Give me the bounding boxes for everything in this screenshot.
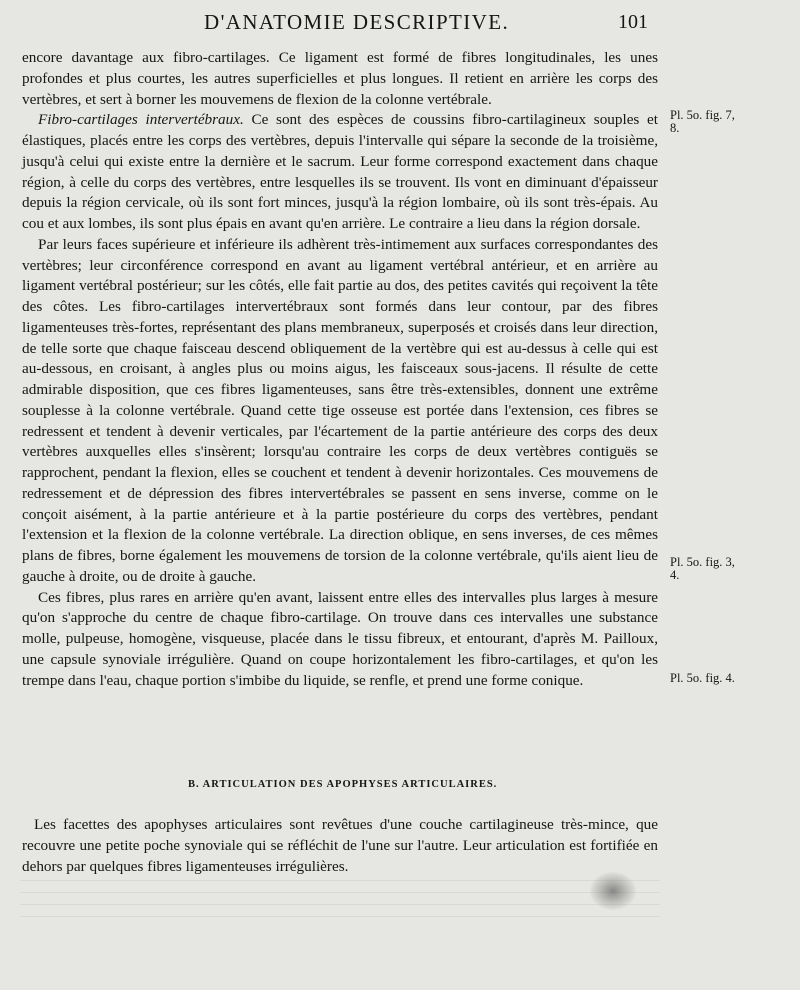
paragraph-fibro-cartilages bbox=[22, 110, 658, 235]
margin-note-plate-1: Pl. 5o. fig. 7, 8. bbox=[670, 108, 735, 135]
paragraph-fibres-intervals: Ces fibres, plus rares en arrière qu'en avant, laissent entre elles des intervalles plus larges à mesure qu'on s'approche du centre de chaque fibro-cartilage. On trouve dans ces intervalles une substance molle, pulpeuse, homogène, visqueuse, placée dans le tissu fibreux, et entourant, d'après M. Pailloux, une capsule synoviale irrégulière. Quand on coupe horizontalement les fibro-cartilages, et qu'on les trempe dans l'eau, chaque portion s'imbibe du liquide, se renfle, et prend une forme conique. bbox=[22, 588, 658, 689]
paragraph-fibro-cartilages-text: Ce sont des espèces de coussins fibro-cartilagineux souples et élastiques, placés entre les corps des vertèbres, depuis l'intervalle qui sépare la seconde de la troisième, jusqu'à celui qui existe entre la dernière et le sacrum. Leur forme correspond exactement dans chaque région, à celle du corps des vertèbres, entre lesquelles ils se trouvent. Ils vont en diminuant d'épaisseur depuis la région cervicale, où ils sont fort minces, jusqu'à la région lombaire, où ils sont très-épais. Au cou et aux lombes, ils sont plus épais en avant qu'en arrière. Le contraire a lieu dans la région dorsale. bbox=[22, 111, 658, 232]
section-heading: B. ARTICULATION DES APOPHYSES ARTICULAIRES. bbox=[188, 779, 498, 790]
paragraph-faces-adhesion: Par leurs faces supérieure et inférieure ils adhèrent très-intimement aux surfaces correspondantes des vertèbres; leur circonférence correspond en avant au ligament vertébral antérieur, et en arrière au ligament vertébral postérieur; sur les côtés, elle fait partie au dos, des petites cavités qui reçoivent la tête des côtes. Les fibro-cartilages intervertébraux sont formés dans leur contour, par des fibres ligamenteuses très-fortes, représentant des plans membraneux, superposés et croisés dans leur direction, de telle sorte que chaque faisceau descend obliquement de la vertèbre qui est au-dessus à celle qui est au-dessous, en croisant, à angles plus ou moins aigus, les faisceaux sous-jacens. Il résulte de cette admirable disposition, que ces fibres ligamenteuses, sans être très-extensibles, donnent une extrême souplesse à la colonne vertébrale. Quand cette tige osseuse est portée dans l'extension, ces fibres se redressent et tendent à devenir verticales, par l'écartement de la partie antérieure des corps des deux vertèbres auxquelles elles s'insèrent; lorsqu'au contraire les corps de deux vertèbres contiguës se rapprochent, pendant la flexion, elles se couchent et tendent à devenir horizontales. Ces mouvemens de redressement et de dépression des fibres intervertébrales se passent en sens inverse, comme on le conçoit aisément, à la partie antérieure et à la partie postérieure du corps des vertèbres, pendant l'extension et la flexion de la colonne vertébrale. La direction oblique, en sens inverses, de ces mêmes plans de fibres, borne également les mouvemens de torsion de la colonne vertébrale, qu'ils aient lieu de gauche à droite, ou de droite à gauche. bbox=[22, 235, 658, 585]
main-text bbox=[22, 48, 658, 691]
section-text bbox=[22, 815, 658, 877]
paragraph-articular-facets: Les facettes des apophyses articulaires sont revêtues d'une couche cartilagineuse très-mince, que recouvre une petite poche synoviale qui se réfléchit de l'une sur l'autre. Leur articulation est fortifiée en dehors par quelques fibres ligamenteuses irrégulières. bbox=[22, 816, 658, 875]
margin-note-plate-3: Pl. 5o. fig. 4. bbox=[670, 671, 735, 685]
paragraph-ligament-end: encore davantage aux fibro-cartilages. Ce ligament est formé de fibres longitudinales, les unes profondes et plus courtes, les autres superficielles et plus longues. Il retient en arrière les corps des vertèbres, et sert à borner les mouvemens de flexion de la colonne vertébrale. bbox=[22, 49, 658, 108]
page-number: 101 bbox=[618, 11, 648, 33]
bleed-through-texture bbox=[20, 880, 660, 920]
margin-note-plate-2: Pl. 5o. fig. 3, 4. bbox=[670, 555, 735, 582]
ink-stain bbox=[590, 872, 636, 910]
paragraph-title-fibro-cartilages: Fibro-cartilages intervertébraux. bbox=[38, 111, 244, 129]
running-title: D'ANATOMIE DESCRIPTIVE. bbox=[204, 10, 510, 34]
